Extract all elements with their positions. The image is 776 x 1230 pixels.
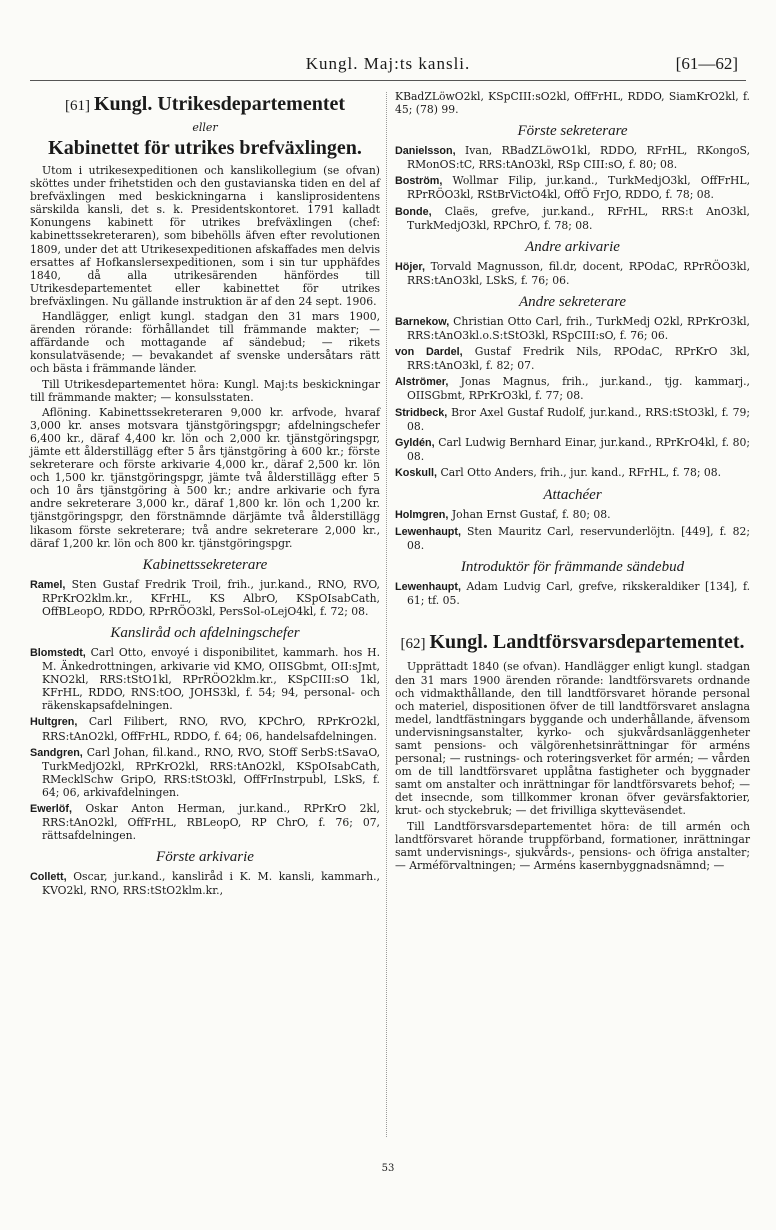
person-entry (395, 466, 750, 480)
person-details: Johan Ernst Gustaf, f. 80; 08. (451, 507, 611, 521)
person-details: Carl Filibert, RNO, RVO, KPChrO, RPrKrO2kl, RRS:tAnO2kl, OffFrHL, RDDO, f. 64; 06, handelsafdelningen. (42, 715, 380, 743)
person-entry (395, 375, 750, 402)
person-details: Jonas Magnus, frih., jur.kand., tjg. kammarj., OIISGbmt, RPrKrO3kl, f. 77; 08. (407, 375, 750, 403)
person-details: Oscar, jur.kand., kansliråd i K. M. kansli, kammarh., KVO2kl, RNO, RRS:tStO2klm.kr., (42, 870, 380, 898)
person-name: Blomstedt, (30, 647, 86, 659)
person-name: Höjer, (395, 260, 426, 273)
page-header (30, 40, 746, 81)
person-name: Holmgren, (395, 508, 449, 521)
person-entry (395, 436, 750, 463)
section-range: [61—62] (675, 54, 738, 73)
person-details: Torvald Magnusson, fil.dr, docent, RPOdaC, RPrRÖO3kl, RRS:tAnO3kl, LSkS, f. 76; 06. (407, 259, 750, 287)
person-details: Ivan, RBadZLöwO1kl, RDDO, RFrHL, RKongoS, RMonOS:tC, RRS:tAnO3kl, RSp CIII:sO, f. 80; 08. (407, 144, 751, 172)
section-number: [62] (400, 636, 426, 653)
person-details: Christian Otto Carl, frih., TurkMedj O2kl, RPrKrO3kl, RRS:tAnO3kl.o.S:tStO3kl, RSpCIII:sO, f. 76; 06. (407, 314, 750, 343)
salary-paragraph: Aflöning. Kabinettssekreteraren 9,000 kr. arfvode, hvaraf 3,000 kr. anses motsvara tjänstgöringspgr; afdelningschefer 6,400 kr., däraf 4,400 kr. lön och 2,000 kr. tjänstgöringspgr, jämte ett ålderstillägg efter 5 års tjänstgöring à 600 kr.; förste sekreterare och förste arkivarie 4,000 kr., däraf 2,500 kr. lön och 1,500 kr. tjänstgöringspgr, jämte två ålderstillägg efter 5 och 10 års tjänstgöring à 500 kr.; andre arkivarie och fyra andre sekreterare 3,000 kr., däraf 1,800 kr. lön och 1,200 kr. tjänstgöringspgr, den förstnämnde därjämte två ålderstillägg likasom förste sekreterare; två andre sekreterare 2,000 kr., däraf 1,200 kr. lön och 800 kr. tjänstgöringspgr. (30, 405, 380, 550)
person-name: Koskull, (395, 466, 437, 479)
subheading-kabinett: Kabinettssekreterare (142, 556, 268, 573)
section-title: Kungl. Utrikesdepartementet (93, 93, 346, 115)
person-name: Ramel, (30, 578, 66, 591)
subheading-attacheer: Attachéer (543, 486, 602, 503)
section-62-paragraph: Upprättadt 1840 (se ofvan). Handlägger enligt kungl. stadgan den 31 mars 1900 ärenden rörande: landtförsvarets ordnande och vidmakthållande, den till landtförsvaret hörande personal och materiel, dispositionen öfver de till landtförsvaret anslagna medel, landtfästningars byggande och underhållande, äfvensom undervisningsanstalter, kyrko- och sjukvårdsanläggenheter samt pensions- och välgörenhetsinrättningar för arméns personal; — rustnings- och roteringsverket för armén; — vården om de till landtförsvaret upplåtna fastigheter och byggnader samt om anstalter och inrättningar för landtförsvarets behof; — det insecnde, som tillkommer kronan öfver gevärsfaktorier, krut- och styckebruk; — det frivilliga skytteväsendet. (395, 660, 750, 818)
person-details: Gustaf Fredrik Nils, RPOdaC, RPrKrO 3kl, RRS:tAnO3kl, f. 82; 07. (407, 345, 750, 373)
person-name: Lewenhaupt, (395, 581, 461, 594)
person-entry (395, 315, 750, 342)
person-entry (395, 205, 750, 232)
subheading-forste-arkivarie: Förste arkivarie (156, 849, 254, 866)
person-entry (30, 578, 380, 618)
person-entry (30, 715, 380, 742)
subheading-andre-sekreterare: Andre sekreterare (518, 293, 627, 310)
person-entry (395, 260, 750, 287)
right-column (395, 90, 750, 874)
person-name: Lewenhaupt, (395, 526, 461, 539)
person-entry (30, 802, 380, 842)
running-title: Kungl. Maj:ts kansli. (305, 54, 471, 73)
left-column (30, 90, 380, 901)
eller-text: eller (192, 121, 218, 134)
subheading-introduktor: Introduktör för främmande sändebud (460, 559, 685, 576)
person-details: Adam Ludvig Carl, grefve, rikskeraldiker [134], f. 61; tf. 05. (407, 580, 750, 608)
person-entry (395, 525, 750, 552)
person-name: Stridbeck, (395, 406, 448, 419)
person-details: Sten Gustaf Fredrik Troil, frih., jur.kand., RNO, RVO, RPrKrO2klm.kr., KFrHL, KS AlbrO, KSpOIsabCath, OffBLeopO, RDDO, RPrRÖO3kl, PersSol-oLejO4kl, f. 72; 08. (42, 577, 380, 618)
intro-paragraph: Handlägger, enligt kungl. stadgan den 31 mars 1900, ärenden rörande: förhållandet till främmande makter; — affärdande och mottagande af sändebud; — rikets konsulatväsende; — bevakandet af svenske undersåtars rätt och bästa i främmande länder. (30, 310, 380, 376)
section-61-heading (30, 92, 380, 118)
person-entry (395, 345, 750, 372)
person-entry (395, 174, 750, 201)
person-name: Ewerlöf, (30, 803, 72, 816)
person-name: Collett, (30, 871, 67, 884)
person-entry (395, 144, 750, 171)
person-name: Hultgren, (30, 716, 78, 729)
person-details: Sten Mauritz Carl, reservunderlöjtn. [449], f. 82; 08. (407, 525, 750, 553)
subheading-andre-arkivarie: Andre arkivarie (525, 238, 620, 255)
person-details: Carl Johan, fil.kand., RNO, RVO, StOff SerbS:tSavaO, TurkMedjO2kl, RPrKrO2kl, RRS:tAnO2kl, KSpOIsabCath, RMecklSchw GripO, RRS:tStO3kl, OffFrInstrpubl, LSkS, f. 64; 06, arkivafdelningen. (42, 745, 380, 799)
person-entry (30, 746, 380, 799)
person-entry (395, 406, 750, 433)
person-entry (30, 646, 380, 712)
person-name: Barnekow, (395, 315, 450, 328)
person-details: Oskar Anton Herman, jur.kand., RPrKrO 2kl, RRS:tAnO2kl, OffFrHL, RBLeopO, RP ChrO, f. 76; 07, rättsafdelningen. (42, 802, 380, 843)
person-name: von Dardel, (395, 346, 463, 359)
person-name: Gyldén, (395, 436, 435, 449)
column-divider (386, 92, 387, 1137)
person-details: Claës, grefve, jur.kand., RFrHL, RRS:t AnO3kl, TurkMedjO3kl, RPChrO, f. 78; 08. (407, 204, 750, 232)
person-entry (30, 870, 380, 897)
section-61-subtitle: Kabinettet för utrikes brefväxlingen. (48, 137, 362, 159)
section-spacer (395, 610, 750, 628)
section-number: [61] (64, 98, 90, 114)
person-name: Danielsson, (395, 145, 456, 158)
person-entry (395, 580, 750, 607)
page-number: 53 (381, 1163, 395, 1174)
person-details: Carl Otto Anders, frih., jur. kand., RFrHL, f. 78; 08. (440, 465, 722, 479)
subheading-forste-sekreterare: Förste sekreterare (517, 123, 628, 140)
person-details: Carl Ludwig Bernhard Einar, jur.kand., RPrKrO4kl, f. 80; 08. (407, 435, 751, 463)
person-name: Boström, (395, 175, 443, 188)
person-details: Wollmar Filip, jur.kand., TurkMedjO3kl, OffFrHL, RPrRÖO3kl, RStBrVictO4kl, OffÖ FrJO, RDDO, f. 78; 08. (407, 174, 750, 202)
section-title: Kungl. Landtförsvarsdepartementet. (429, 631, 745, 654)
subheading-kanslirad: Kansliråd och afdelningschefer (110, 625, 300, 641)
person-details: Bror Axel Gustaf Rudolf, jur.kand., RRS:tStO3kl, f. 79; 08. (407, 405, 750, 433)
person-details: Carl Otto, envoyé i disponibilitet, kammarh. hos H. M. Änkedrottningen, arkivarie vid KMO, OIISGbmt, OII:sJmt, KNO2kl, RRS:tStO1kl, RPrRÖO2klm.kr., KSpCIII:sO 1kl, KFrHL, RDDO, RNS:tOO, JOHS3kl, f. 54; 94, personal- och räkenskapsafdelningen. (42, 646, 381, 713)
section-62-paragraph: Till Landtförsvarsdepartementet höra: de till armén och landtförsvaret hörande truppförband, formationer, inrättningar samt undervisnings-, sjukvårds-, pensions- och öfriga anstalter; — Arméförvaltningen; — Arméns kasernbyggnadsnämnd; — (395, 819, 750, 872)
entry-continuation: KBadZLöwO2kl, KSpCIII:sO2kl, OffFrHL, RDDO, SiamKrO2kl, f. 45; (78) 99. (395, 90, 750, 117)
person-name: Bonde, (395, 205, 432, 218)
section-62-heading (395, 630, 750, 656)
person-name: Alströmer, (395, 376, 449, 389)
intro-paragraph: Utom i utrikesexpeditionen och kanslikollegium (se ofvan) sköttes under frihetstiden och den gustavianska tiden en del af brefväxlingen med beskickningarna i kansliprosidentens särskilda kansli, det s. k. Presidentskontoret. 1791 kalladt Konungens kabinett för utrikes brefväxlingen (chef: kabinettssekreteraren), som bibehölls äfven efter revolutionen 1809, under det att Utrikesexpeditionen afskaffades men delvis ersattes af Hofkanslersexpeditionen, som i sin tur upphäfdes 1840, då alla utrikesärenden hänfördes till Utrikesdepartementet eller kabinettet för utrikes brefväxlingen. Nu gällande instruktion är af den 24 sept. 1906. (30, 164, 380, 308)
person-entry (395, 508, 750, 522)
intro-paragraph: Till Utrikesdepartementet höra: Kungl. Maj:ts beskickningar till främmande makter; — konsulsstaten. (30, 377, 380, 404)
person-name: Sandgren, (30, 746, 83, 759)
